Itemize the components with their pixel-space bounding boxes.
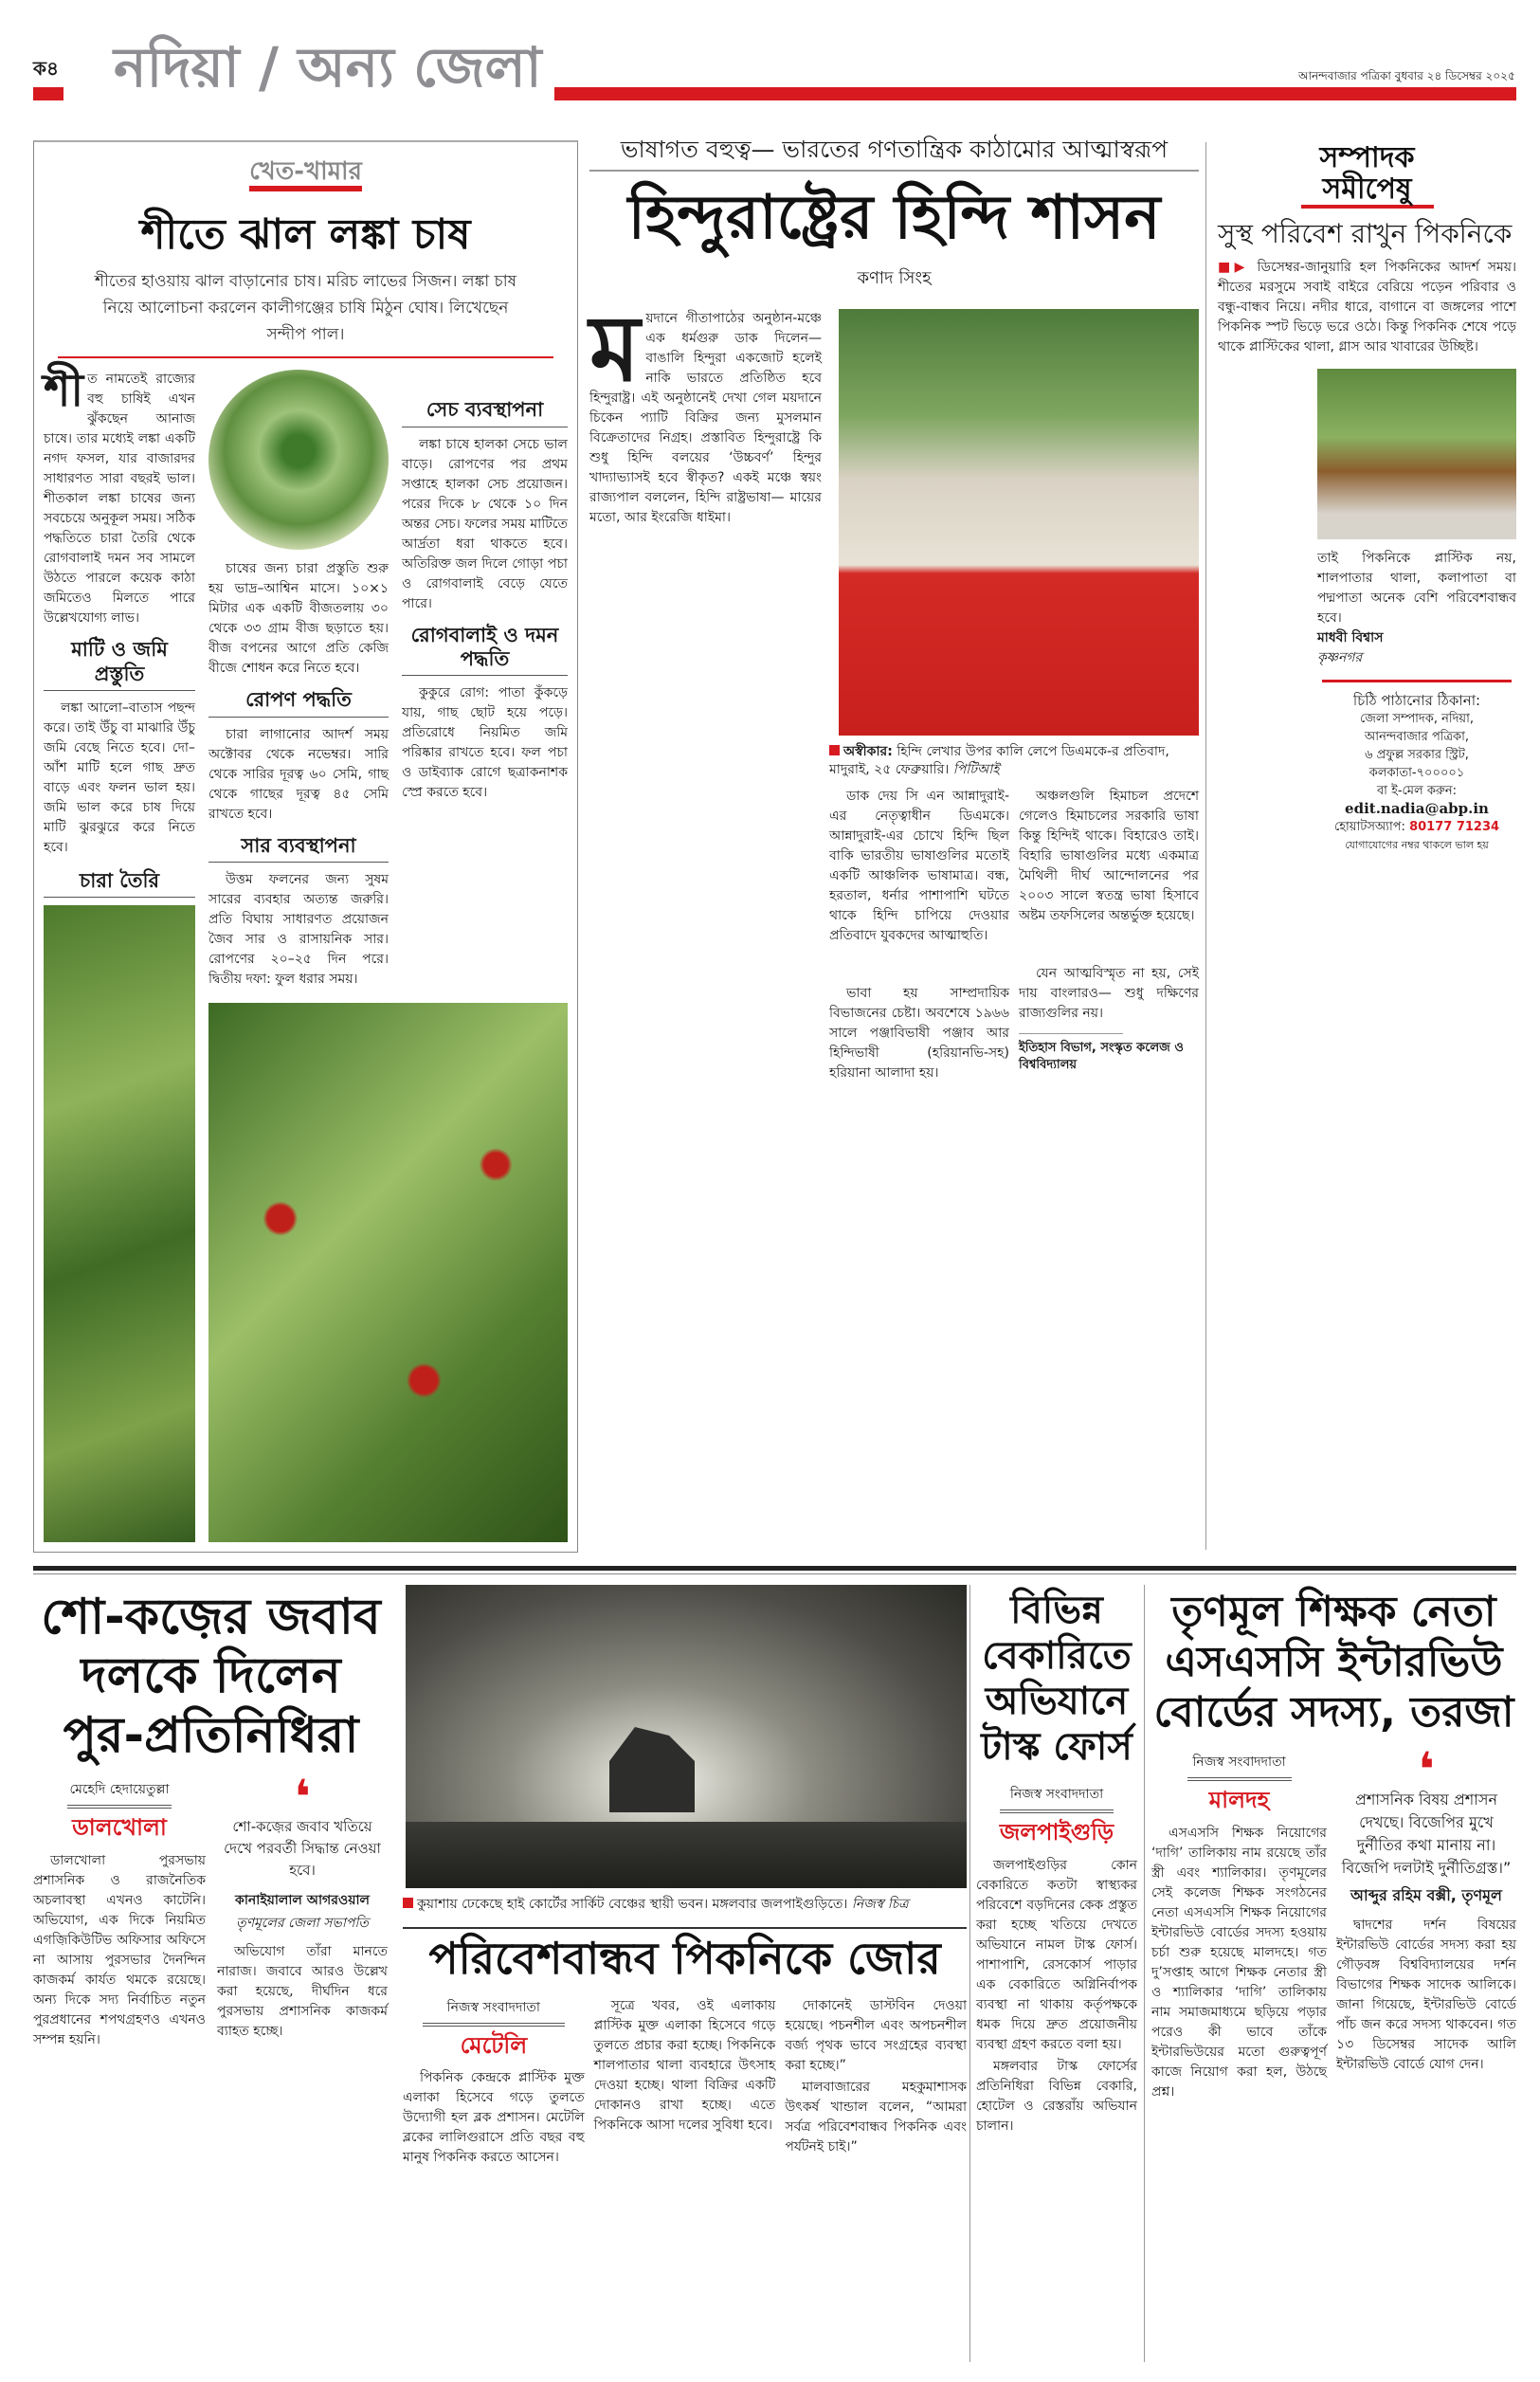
chilli-field-photo [208,1003,568,1542]
tmc-byline-block: নিজস্ব সংবাদদাতা মালদহ [1151,1751,1327,1814]
soil-section: মাটি ও জমি প্রস্তুতি লঙ্কা আলো–বাতাস পছন্দ করে। তাই উঁচু বা মাঝারি উঁচু জমি বেছে নিতে হবে। দো–আঁশ মাটি হলে গাছ দ্রুত বাড়ে এবং ফলন ভাল হয়। জমি ভাল করে চাষ দিয়ে মাটি ঝুরঝুরে করে নিতে হবে। [44,638,195,855]
showcause-quote-source: কানাইয়ালাল আগরওয়াল তৃণমূলের জেলা সভাপতি [235,1893,370,1932]
column-divider [1144,1585,1145,2362]
picnic-headline: পরিবেশবান্ধব পিকনিকে জোর [428,1933,941,1984]
section-title: নদিয়া / অন্য জেলা [114,35,542,100]
picnic-story [403,1896,967,2170]
opinion-headline: হিন্দুরাষ্ট্রের হিন্দি শাসন [627,183,1161,253]
fog-photo [406,1585,967,1888]
protest-photo [839,309,1199,736]
column-divider [1205,142,1206,1550]
email-link[interactable]: edit.nadia@abp.in [1345,799,1489,817]
picnic-col1: পিকনিক কেন্দ্রকে প্লাস্টিক মুক্ত এলাকা হিসেবে গড়ে তুলতে উদ্যোগী হল ব্লক প্রশাসন। মেটেলি ব্লকের লালিগুরাসে প্রতি বছর বহু মানুষ পিকনিক করতে আসেন। [403,2070,585,2166]
opinion-kicker: ভাষাগত বহুত্ব— ভারতের গণতান্ত্রিক কাঠামোর আত্মাস্বরূপ [589,136,1199,172]
kicker: খেত-খামার [249,157,362,191]
chilli-plant-photo [44,905,195,1542]
tmc-quote: ❛ প্রশাসনিক বিষয় প্রশাসন দেখছে। বিজেপির মুখে দুর্নীতির কথা মানায় না। বিজেপি দলটাই দুর্নীতিগ্রস্ত।” আব্দুর রহিম বক্সী, তৃণমূল [1341,1742,1512,1905]
picnic-col3: দোকানেই ডাস্টবিন দেওয়া হয়েছে। পচনশীল এবং অপচনশীল বর্জ্য পৃথক ভাবে সংগ্রহের ব্যবস্থা করা হচ্ছে।” মালবাজারের মহকুমাশাসক উৎকর্ষ খান্ডাল বলেন, “আমরা সর্বত্র পরিবেশবান্ধব পিকনিক এবং পর্যটনই চাই।” [785,1997,968,2155]
column-divider [969,1585,970,2362]
farm-col3 [402,370,568,991]
showcause-story [33,1588,389,2052]
divider [1019,1033,1123,1034]
section-rule-thin [33,1573,1516,1574]
chilli-photo-circle [208,370,389,550]
masthead-bar-left [33,87,63,100]
letters-headline: সুস্থ পরিবেশ রাখুন পিকনিকে [1218,218,1513,249]
opinion-col3: অঞ্চলগুলি হিমাচল প্রদেশে গেলেও হিমাচলের সরকারি ভাষা কিন্তু হিন্দিই থাকে। বিহারেও তাই। বিহারি ভাষাগুলির মধ্যে একমাত্র মৈথিলী দীর্ঘ আন্দোলনের পর ২০০৩ সালে স্বতন্ত্র ভাষা হিসাবে অষ্টম তফসিলের অন্তর্ভুক্ত হয়েছে। যেন আত্মবিস্মৃত না হয়, সেই দায় বাংলারও— শুধু দক্ষিণের রাজ্যগুলির নয়। ইতিহাস বিভাগ, সংস্কৃত কলেজ ও বিশ্ববিদ্যালয় [1019,789,1199,1073]
farm-col1 [44,364,195,1542]
farm-col2 [208,370,389,991]
showcause-quote: ❛ শো-কজ়ের জবাব খতিয়ে দেখে পরবর্তী সিদ্ধান্ত নেওয়া হবে। [224,1770,381,1880]
picnic-byline-block: নিজস্ব সংবাদদাতা মেটেলি [403,1996,585,2060]
deck: শীতের হাওয়ায় ঝাল বাড়ানোর চাষ। মরিচ লাভের সিজন। লঙ্কা চাষ নিয়ে আলোচনা করলেন কালীগঞ্জের চাষি মিঠুন ঘোষ। লিখেছেন সন্দীপ পাল। [58,258,553,358]
nursery-heading: চারা তৈরি [44,860,195,905]
tmc-body: এসএসসি শিক্ষক নিয়োগের ‘দাগি’ তালিকায় নাম রয়েছে তাঁর স্ত্রী এবং শ্যালিকার। তৃণমূলের সেই কলেজ শিক্ষক সংগঠনের নেতা এসএসসি শিক্ষক নিয়োগের ইন্টারভিউ বোর্ডের সদস্য হওয়ায় চর্চা শুরু হয়েছে মালদহে। গত দু’সপ্তাহ আগে শিক্ষক নেতার স্ত্রী ও শ্যালিকার ‘দাগি’ তালিকায় নাম সমাজমাধ্যমে ছড়িয়ে পড়ার পরেও কী ভাবে তাঁকে ইন্টারভিউয়ের মতো গুরুত্বপূর্ণ কাজে নিয়োগ করা হল, উঠছে প্রশ্ন। [1151,1826,1327,2100]
section-rule [33,1566,1516,1571]
nursery-text: চাষের জন্য চারা প্রস্তুতি শুরু হয় ভাদ্র–আশ্বিন মাসে। ১০×১ মিটার এক একটি বীজতলায় ৩০ থেকে ৩৩ গ্রাম বীজ ছড়াতে হয়। বীজ বপনের আগে প্রতি কেজি বীজে শোধন করে নিতে হবে। [208,561,389,677]
garbage-photo [1317,369,1516,539]
showcause-headline: শো-কজ়ের জবাব দলকে দিলেন পুর-প্রতিনিধিরা [41,1589,381,1764]
taskforce-byline-block: নিজস্ব সংবাদদাতা জলপাইগুড়ি [976,1783,1137,1846]
masthead-bar [554,87,1516,100]
opinion-col2: ডাক দেয় সি এন আন্নাদুরাই-এর নেতৃত্বাধীন ডিএমকে। আন্নাদুরাই-এর চোখে হিন্দি ছিল বাকি ভারতীয় ভাষাগুলির মতোই একটি আঞ্চলিক ভাষামাত্র। বন্ধ, হরতাল, ধর্নার পাশাপাশি ঘটতে থাকে হিন্দি চাপিয়ে দেওয়ার প্রতিবাদে যুবকদের আত্মাহুতি। ভাবা হয় সাম্প্রদায়িক বিভাজনের চেষ্টা। অবশেষে ১৯৬৬ সালে পঞ্জাবিভাষী পঞ্জাব আর হিন্দিভাষী (হরিয়ানভি-সহ) হরিয়ানা আলাদা হয়। [829,789,1009,1082]
headline: শীতে ঝাল লঙ্কা চাষ [140,210,471,259]
letters-section-title: সম্পাদক সমীপেষু [1218,142,1516,209]
divider [403,1927,967,1929]
letter-address: চিঠি পাঠানোর ঠিকানা: জেলা সম্পাদক, নদিয়া, আনন্দবাজার পত্রিকা, ৬ প্রফুল্ল সরকার স্ট্রিট, কলকাতা-৭০০০০১ বা ই-মেল করুন: edit.nadia@abp.in হোয়াটসঅ্যাপ: 80177 71234 যোগাযোগের নম্বর থাকলে ভাল হয় [1317,692,1516,854]
opinion-article [589,136,1199,1085]
taskforce-body: জলপাইগুড়ির কোন বেকারিতে কতটা স্বাস্থ্যকর পরিবেশে বড়দিনের কেক প্রস্তুত করা হচ্ছে খতিয়ে দেখতে অভিযানে নামল টাস্ক ফোর্স। পাশাপাশি, রেসকোর্স পাড়ার এক বেকারিতে অগ্নিনির্বাপক ব্যবস্থা না থাকায় কর্তৃপক্ষকে ধমক দিয়ে দ্রুত প্রয়োজনীয় ব্যবস্থা গ্রহণ করতে বলা হয়। মঙ্গলবার টাস্ক ফোর্সের প্রতিনিধিরা বিভিন্ন বেকারি, হোটেল ও রেস্তরাঁয় অভিযান চালান। [976,1857,1137,2134]
protest-caption: অস্বীকার: হিন্দি লেখার উপর কালি লেপে ডিএমকে-র প্রতিবাদ, মাদুরাই, ২৫ ফেব্রুয়ারি। পিটিআই [829,744,1169,778]
author-note: ইতিহাস বিভাগ, সংস্কৃত কলেজ ও বিশ্ববিদ্যালয় [1019,1041,1184,1073]
planting-section: রোপণ পদ্ধতি চারা লাগানোর আদর্শ সময় অক্টোবর থেকে নভেম্বর। সারি থেকে সারির দূরত্ব ৬০ সেমি, গাছ থেকে গাছের দূরত্ব ৪৫ সেমি রাখতে হবে। [208,688,389,822]
opinion-col1: ময়দানে গীতাপাঠের অনুষ্ঠান-মঞ্চে এক ধর্মগুরু ডাক দিলেন— বাঙালি হিন্দুরা একজোট হলেই নাকি ভারতে প্রতিষ্ঠিত হবে হিন্দুরাষ্ট্র। এই অনুষ্ঠানেই দেখা গেল ময়দানে চিকেন প্যাটি বিক্রির জন্য মুসলমান বিক্রেতাদের নিগ্রহ। প্রস্তাবিত হিন্দুরাষ্ট্রে কি শুধু হিন্দি বলয়ের ‘উচ্চবর্ণ’ হিন্দুর খাদ্যাভ্যাসই হবে স্বীকৃত? একই মঞ্চে স্বয়ং রাজ্যপাল বললেন, হিন্দি রাষ্ট্রভাষা— মায়ের মতো, আর ইংরেজি ধাইমা। [589,296,822,526]
showcause-body: ডালখোলা পুরসভায় প্রশাসনিক ও রাজনৈতিক অচলাবস্থা এখনও কাটেনি। অভিযোগ, এক দিকে নিয়মিত এগজ়িকিউটিভ অফিসার অফিসে না আসায় পুরসভার দৈনন্দিন কাজকর্ম কার্যত থমকে রয়েছে। অন্য দিকে সদ্য নির্বাচিত নতুন পুরপ্রধানের শপথগ্রহণও এখনও সম্পন্ন হয়নি। [33,1852,206,2047]
letter-body: ■▶ ডিসেম্বর-জানুয়ারি হল পিকনিকের আদর্শ সময়। শীতের মরসুমে সবাই বাইরে বেরিয়ে পড়েন পরিবার ও বন্ধু-বান্ধব নিয়ে। নদীর ধারে, বাগানে বা জঙ্গলের পাশে পিকনিক স্পট ভিড়ে ভরে ওঠে। কিন্তু পিকনিক শেষে পড়ে থাকে প্লাস্টিকের থালা, গ্লাস আর খাবারের উচ্ছিষ্ট। [1218,259,1516,355]
showcause-byline-block: মেহেদি হেদায়েতুল্লা ডালখোলা [33,1778,206,1842]
intro-text: শীত নামতেই রাজ্যের বহু চাষিই এখন ঝুঁকছেন আনাজ চাষে। তার মধ্যেই লঙ্কা একটি নগদ ফসল, যার বাজারদর সাধারণত সারা বছরই ভাল। শীতকাল লঙ্কা চাষের জন্য সবচেয়ে অনুকূল সময়। সঠিক পদ্ধতিতে চারা তৈরি থেকে রোগবালাই দমন সব সামলে উঠতে পারলে কয়েক কাঠা জমিতেও মিলতে পারে উল্লেখযোগ্য লাভ। [44,364,195,627]
page-number: ক৪ [33,57,59,80]
picnic-col2: সূত্রে খবর, ওই এলাকায় প্লাস্টিক মুক্ত এলাকা হিসেবে গড়ে তুলতে প্রচার করা হচ্ছে। পিকনিকে শালপাতার থালা ব্যবহারে উৎসাহ দেওয়া হচ্ছে। থালা বিক্রির একটি দোকানও রাখা হচ্ছে। এতে পিকনিকে আসা দলের সুবিধা হবে। [593,1997,776,2133]
tmc-story [1151,1588,1516,2104]
fog-caption: কুয়াশায় ঢেকেছে হাই কোর্টের সার্কিট বেঞ্চের স্থায়ী ভবন। মঙ্গলবার জলপাইগুড়িতে। নিজস্ব চিত্র [403,1896,967,1914]
disease-section: রোগবালাই ও দমন পদ্ধতি কুকুরে রোগ: পাতা কুঁকড়ে যায়, গাছ ছোট হয়ে পড়ে। প্রতিরোধে নিয়মিত জমি পরিষ্কার রাখতে হবে। ফল পচা ও ডাইব্যাক রোগে ছত্রাকনাশক স্প্রে করতে হবে। [402,623,568,800]
letters-column [1218,142,1516,854]
farm-article [33,140,578,1553]
taskforce-story [976,1588,1137,2138]
opinion-byline: কণাদ সিংহ [857,268,932,289]
address-divider [1322,680,1512,682]
showcause-body-2: অভিযোগ তাঁরা মানতে নারাজ। জবাবে আরও উল্লেখ করা হয়েছে, দীর্ঘদিন ধরে পুরসভায় প্রশাসনিক কাজকর্ম ব্যাহত হচ্ছে। [217,1944,388,2040]
irrigation-section: সেচ ব্যবস্থাপনা লঙ্কা চাষে হালকা সেচে ভাল বাড়ে। রোপণের পর প্রথম সপ্তাহে হালকা সেচ প্রয়োজন। পরের দিকে ৮ থেকে ১০ দিন অন্তর সেচ। ফলের সময় মাটিতে আর্দ্রতা ধরা থাকতে হবে। অতিরিক্ত জল দিলে গোড়া পচা ও রোগবালাই বেড়ে যেতে পারে। [402,398,568,611]
tmc-body-2: দ্বাদশের দর্শন বিষয়ের ইন্টারভিউ বোর্ডের সদস্য করা হয় গৌড়বঙ্গ বিশ্ববিদ্যালয়ের দর্শন বিভাগের শিক্ষক সাদেক আলিকে। জানা গিয়েছে, ইন্টারভিউ বোর্ডে পাঁচ জন করে সদস্য থাকবেন। গত ১৩ ডিসেম্বর সাদেক আলি ইন্টারভিউ বোর্ডে যোগ দেন। [1336,1918,1516,2073]
taskforce-headline: বিভিন্ন বেকারিতে অভিযানে টাস্ক ফোর্স [981,1589,1132,1769]
letter-end: তাই পিকনিকে প্লাস্টিক নয়, শালপাতার থালা, কলাপাতা বা পদ্মপাতা অনেক বেশি পরিবেশবান্ধব হবে। মাধবী বিশ্বাস কৃষ্ণনগর [1317,550,1516,665]
tmc-headline: তৃণমূল শিক্ষক নেতা এসএসসি ইন্টারভিউ বোর্ডের সদস্য, তরজা [1153,1588,1514,1736]
date-line: আনন্দবাজার পত্রিকা বুধবার ২৪ ডিসেম্বর ২০২৫ [1298,69,1515,82]
fertilizer-section: সার ব্যবস্থাপনা উত্তম ফলনের জন্য সুষম সারের ব্যবহার অত্যন্ত জরুরি। প্রতি বিঘায় সাধারণত প্রয়োজন জৈব সার ও রাসায়নিক সার। রোপণের ২০–২৫ দিন পরে। দ্বিতীয় দফা: ফুল ধরার সময়। [208,833,389,987]
